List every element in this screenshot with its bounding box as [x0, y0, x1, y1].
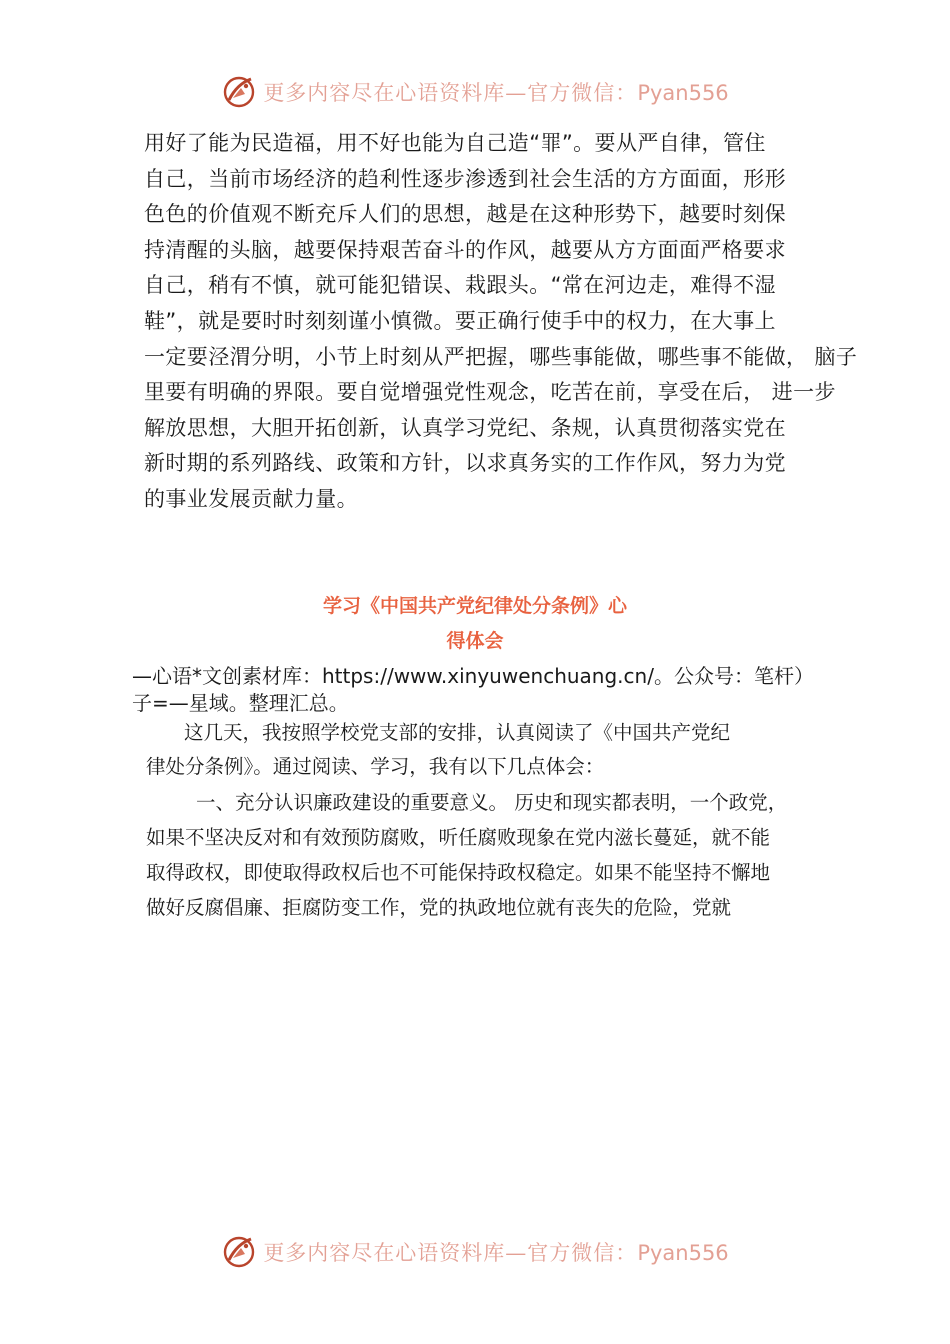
- source-line-1: —心语*文创素材库：https://www.xinyuwenchuang.cn/。公众号：笔杆）: [132, 664, 814, 688]
- article-title-line-1: 学习《中国共产党纪律处分条例》心: [322, 595, 627, 617]
- text-line: 鞋”，就是要时时刻刻谨小慎微。要正确行使手中的权力，在大事上: [144, 308, 776, 333]
- watermark-banner-top: [0, 70, 950, 114]
- text-line: 色色的价值观不断充斥人们的思想，越是在这种形势下，越要时刻保: [144, 202, 786, 227]
- section1-line: 一、充分认识廉政建设的重要意义。 历史和现实都表明，一个政党，: [196, 791, 788, 814]
- article-title-line-2: 得体会: [446, 630, 504, 652]
- body-paragraph: [144, 126, 858, 518]
- intro-line-2: 律处分条例》。通过阅读、学习，我有以下几点体会：: [146, 755, 605, 778]
- watermark-text: 更多内容尽在心语资料库—官方微信：Pyan556: [263, 1241, 729, 1265]
- text-line: 自己，稍有不慎，就可能犯错误、栽跟头。“常在河边走，难得不湿: [144, 273, 776, 298]
- section1-line: 如果不坚决反对和有效预防腐败，听任腐败现象在党内滋长蔓延，就不能: [146, 826, 771, 849]
- text-line: 新时期的系列路线、政策和方针，以求真务实的工作作风，努力为党: [144, 451, 786, 476]
- text-line: 持清醒的头脑，越要保持艰苦奋斗的作风，越要从方方面面严格要求: [144, 237, 786, 262]
- text-line: 的事业发展贡献力量。: [144, 486, 358, 511]
- section1-line: 做好反腐倡廉、拒腐防变工作，党的执政地位就有丧失的危险，党就: [146, 896, 732, 919]
- text-line: 一定要泾渭分明，小节上时刻从严把握，哪些事能做，哪些事不能做， 脑子: [144, 344, 858, 369]
- text-line: 用好了能为民造福，用不好也能为自己造“罪”。要从严自律，管住: [144, 131, 766, 155]
- logo-icon: [221, 1234, 257, 1270]
- watermark-text: 更多内容尽在心语资料库—官方微信：Pyan556: [263, 81, 729, 105]
- watermark-banner-bottom: [0, 1230, 950, 1274]
- intro-line-1: 这几天，我按照学校党支部的安排，认真阅读了《中国共产党纪: [184, 721, 731, 744]
- source-line-2: 子=—星域。整理汇总。: [132, 691, 349, 715]
- text-line: 解放思想，大胆开拓创新，认真学习党纪、条规，认真贯彻落实党在: [144, 415, 786, 440]
- text-line: 里要有明确的界限。要自觉增强党性观念，吃苦在前，享受在后， 进一步: [144, 380, 836, 405]
- text-line: 自己，当前市场经济的趋利性逐步渗透到社会生活的方方面面，形形: [144, 166, 786, 191]
- logo-icon: [221, 74, 257, 110]
- section1-line: 取得政权，即使取得政权后也不可能保持政权稳定。如果不能坚持不懈地: [146, 861, 771, 884]
